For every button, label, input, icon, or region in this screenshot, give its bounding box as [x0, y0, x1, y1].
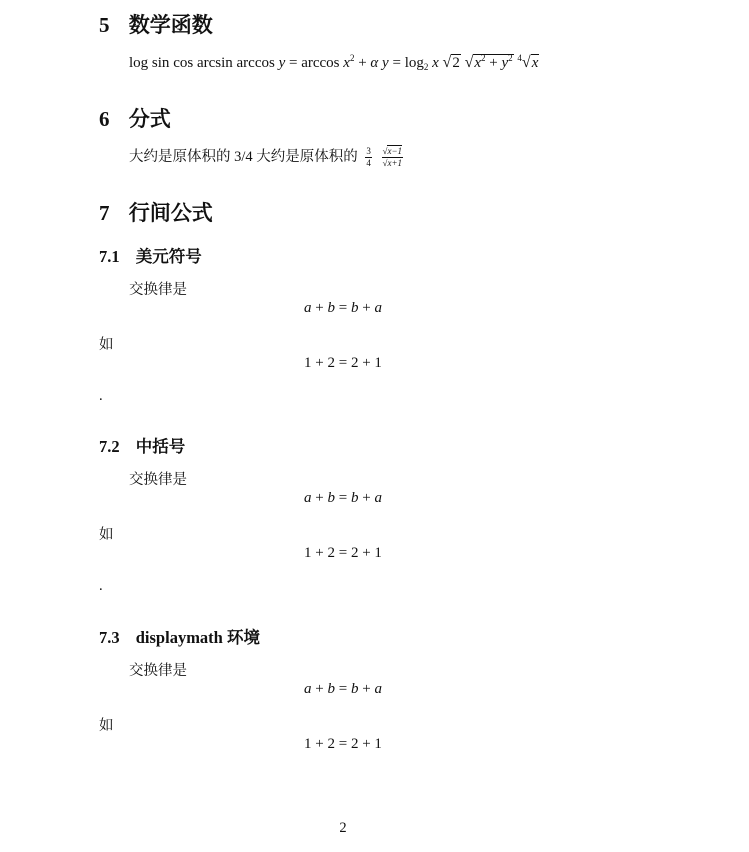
fraction-denominator: 4	[366, 158, 371, 169]
sin-function: sin	[151, 55, 170, 71]
page-number: 2	[339, 820, 347, 836]
closing-period: .	[99, 578, 103, 594]
nested-root-fraction	[382, 147, 404, 168]
log-function: log	[129, 55, 149, 71]
example-word: 如	[99, 527, 114, 543]
section-number: 6	[99, 107, 110, 131]
arcsin-function: arcsin	[196, 55, 233, 71]
display-equation-ab: a + b = b + a	[304, 300, 382, 316]
subsection-number: 7.2	[99, 437, 120, 456]
example-word: 如	[99, 718, 114, 734]
fraction-denominator: √x+1	[382, 158, 403, 169]
section-heading-5	[99, 9, 213, 39]
fourth-root: $^4$√x	[517, 53, 539, 71]
fraction-numerator: 3	[366, 146, 371, 157]
subsection-heading-7-1	[99, 243, 202, 267]
closing-period: .	[99, 388, 103, 404]
subsection-title: displaymath 环境	[135, 628, 260, 647]
subsection-number: 7.3	[99, 628, 120, 647]
fraction-line	[129, 145, 403, 168]
equation-arccos: $y = \arccos x^2 + \alpha$	[278, 53, 379, 71]
commutative-intro: 交换律是	[129, 282, 187, 298]
commutative-intro: 交换律是	[129, 663, 187, 679]
subsection-heading-7-2	[99, 433, 185, 457]
simple-fraction	[365, 147, 372, 168]
cos-function: cos	[173, 55, 194, 71]
subsection-heading-7-3	[99, 624, 260, 648]
sqrt-sum-squares: $√x^2 + y^2$	[464, 53, 513, 71]
example-word: 如	[99, 337, 114, 353]
fraction-numerator: √x−1	[382, 146, 403, 157]
section-title: 行间公式	[128, 201, 213, 225]
display-equation-ab: a + b = b + a	[304, 490, 382, 506]
section-number: 5	[99, 13, 110, 37]
subsection-title: 中括号	[135, 437, 186, 456]
display-equation-numeric: 1 + 2 = 2 + 1	[304, 545, 382, 561]
section-heading-7	[99, 197, 213, 227]
display-equation-numeric: 1 + 2 = 2 + 1	[304, 736, 382, 752]
arccos-function: arccos	[236, 55, 275, 71]
fraction-text: 大约是原体积的 3/4 大约是原体积的	[129, 149, 358, 165]
display-equation-numeric: 1 + 2 = 2 + 1	[304, 355, 382, 371]
section-title: 分式	[128, 107, 171, 131]
commutative-intro: 交换律是	[129, 472, 187, 488]
subsection-number: 7.1	[99, 247, 120, 266]
math-functions-line	[129, 54, 539, 72]
equation-log: $y = \log_2 x$	[382, 55, 439, 72]
section-title: 数学函数	[128, 13, 213, 37]
section-number: 7	[99, 201, 110, 225]
section-heading-6	[99, 103, 171, 133]
sqrt-two: √2	[442, 54, 460, 71]
subsection-title: 美元符号	[135, 247, 202, 266]
display-equation-ab: a + b = b + a	[304, 681, 382, 697]
